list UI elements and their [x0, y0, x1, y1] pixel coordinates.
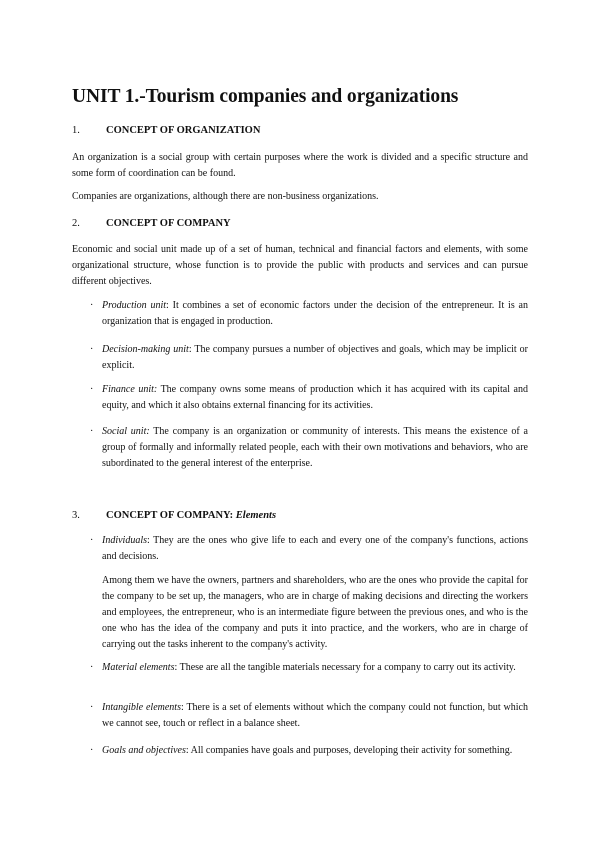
- section-number: 1.: [72, 125, 80, 136]
- list-item-term: Finance unit:: [102, 384, 158, 395]
- list-item-text: The company is an organization or community of interests. This means the existence of a group of formally and informally related people, each with their own motivations and behaviors, who are subordinated to the general interest of the enterprise.: [102, 426, 528, 469]
- section-title: CONCEPT OF COMPANY: [106, 218, 231, 229]
- section-heading-company: [72, 218, 231, 229]
- list-item-term: Goals and objectives: [102, 745, 186, 756]
- bullet-glyph: ·: [90, 344, 94, 355]
- list-item-term: Decision-making unit: [102, 344, 189, 355]
- list-item-term: Social unit:: [102, 426, 150, 437]
- bullet-glyph: ·: [90, 426, 94, 437]
- section-heading-elements: [72, 510, 276, 521]
- page-title: UNIT 1.-Tourism companies and organizations: [72, 86, 459, 107]
- list-item: [88, 342, 528, 374]
- section-title: CONCEPT OF ORGANIZATION: [106, 125, 261, 136]
- list-item: [88, 298, 528, 330]
- bullet-glyph: ·: [90, 702, 94, 713]
- list-item-text: : It combines a set of economic factors under the decision of the entrepreneur. It is an organization that is engaged in production.: [102, 300, 528, 327]
- list-item-continuation: Among them we have the owners, partners and shareholders, who are the ones who provide the capital for the company to be set up, the managers, who are in charge of making decisions and directing the workers and employees, the entrepreneur, who is an intermediate figure between the previous ones, and who is the one who has the idea of the company and puts it into practice, and the workers, who are in charge of carrying out the tasks inherent to the company's activity.: [102, 575, 528, 650]
- paragraph: Economic and social unit made up of a set of human, technical and financial factors and elements, with some organizational structure, whose function is to provide the public with products and services and can pursue different objectives.: [72, 244, 528, 287]
- bullet-glyph: ·: [90, 662, 94, 673]
- section-heading-organization: [72, 125, 260, 136]
- section-title: CONCEPT OF COMPANY:: [106, 510, 236, 521]
- bullet-glyph: ·: [90, 384, 94, 395]
- section-number: 3.: [72, 510, 80, 521]
- list-item-text: : They are the ones who give life to each and every one of the company's functions, actions and decisions.: [102, 535, 528, 562]
- list-item-term: Intangible elements: [102, 702, 181, 713]
- section-number: 2.: [72, 218, 80, 229]
- list-item: [88, 743, 528, 759]
- list-item: [88, 382, 528, 414]
- bullet-glyph: ·: [90, 535, 94, 546]
- paragraph: An organization is a social group with certain purposes where the work is divided and a specific structure and some form of coordination can be found.: [72, 152, 528, 179]
- list-item: [88, 660, 528, 676]
- bullet-glyph: ·: [90, 745, 94, 756]
- bullet-glyph: ·: [90, 300, 94, 311]
- list-item-text: : These are all the tangible materials necessary for a company to carry out its activity.: [174, 662, 516, 673]
- list-item-term: Production unit: [102, 300, 167, 311]
- paragraph: Companies are organizations, although there are non-business organizations.: [72, 191, 379, 202]
- list-item-text: : The company pursues a number of objectives and goals, which may be implicit or explicit.: [102, 344, 528, 371]
- list-item-term: Individuals: [102, 535, 147, 546]
- section-title-suffix: Elements: [235, 510, 277, 521]
- list-item: [88, 424, 528, 472]
- list-item: [88, 533, 528, 565]
- list-item: [88, 700, 528, 732]
- list-item-text: : All companies have goals and purposes, developing their activity for something.: [185, 745, 513, 756]
- list-item-text: The company owns some means of production which it has acquired with its capital and equity, and which it also obtains external financing for its activities.: [102, 384, 528, 411]
- list-item-term: Material elements: [102, 662, 175, 673]
- list-item-text: : There is a set of elements without which the company could not function, but which we cannot see, touch or reflect in a balance sheet.: [102, 702, 528, 729]
